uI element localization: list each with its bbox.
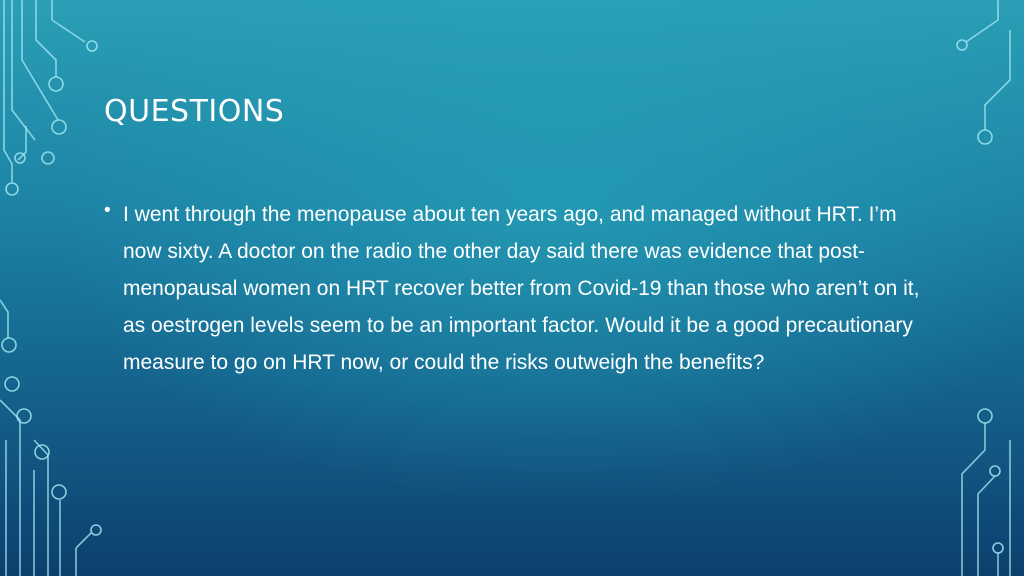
bullet-item	[104, 196, 924, 381]
circuit-trace	[978, 476, 995, 576]
circuit-node	[2, 338, 16, 352]
circuit-node	[49, 77, 63, 91]
circuit-trace	[0, 400, 20, 576]
circuit-node	[35, 445, 49, 459]
circuit-node	[993, 543, 1003, 553]
circuit-trace	[985, 30, 1010, 130]
circuit-trace	[76, 533, 91, 548]
circuit-node	[978, 130, 992, 144]
circuit-trace	[4, 0, 12, 182]
circuit-node	[990, 466, 1000, 476]
circuit-trace	[34, 440, 48, 576]
circuit-node	[978, 409, 992, 423]
circuit-node	[6, 183, 18, 195]
circuit-node	[52, 485, 66, 499]
circuit-node	[957, 40, 967, 50]
bullet-dot-icon: •	[104, 200, 111, 221]
circuit-trace	[52, 0, 85, 42]
bullet-list	[104, 196, 924, 381]
circuit-trace	[0, 300, 8, 338]
circuit-node	[87, 41, 97, 51]
circuit-trace	[962, 423, 985, 576]
circuit-node	[17, 409, 31, 423]
circuit-trace	[966, 0, 998, 42]
circuit-trace	[36, 0, 56, 77]
circuit-node	[42, 152, 54, 164]
bullet-text: I went through the menopause about ten years ago, and managed without HRT. I’m now sixty. A doctor on the radio the other day said there was evidence that post-menopausal women on HRT recover better from Covid-19 than those who aren’t on it, as oestrogen levels seem to be an important factor. Would it be a good precautionary measure to go on HRT now, or could the risks outweigh the benefits?	[123, 203, 920, 374]
circuit-node	[5, 377, 19, 391]
circuit-trace	[12, 0, 35, 140]
circuit-node	[91, 525, 101, 535]
circuit-node	[52, 120, 66, 134]
slide-title: QUESTIONS	[104, 94, 285, 129]
